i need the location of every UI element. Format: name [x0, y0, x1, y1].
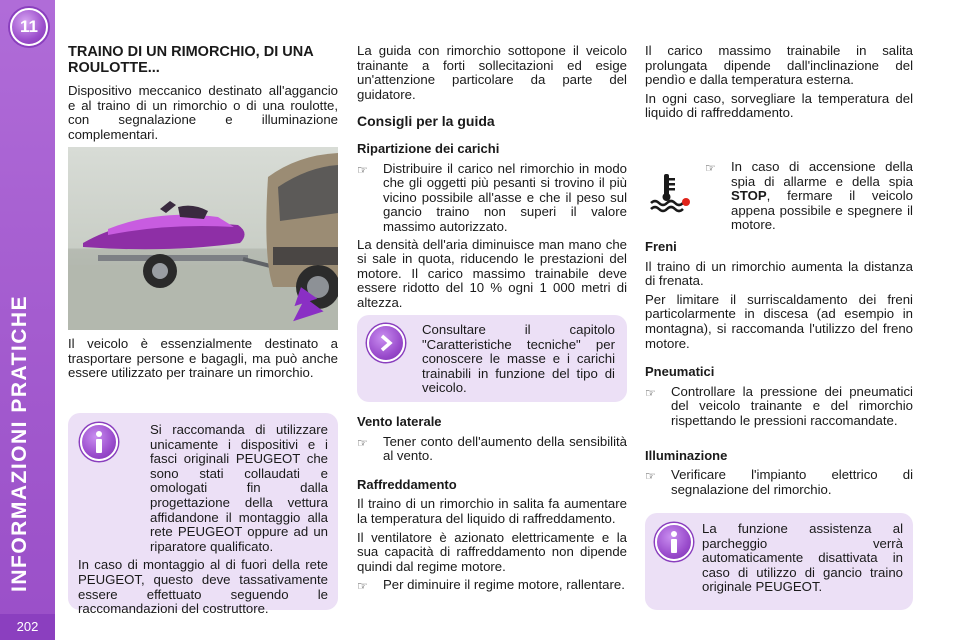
brakes-text-1: Il traino di un rimorchio aumenta la distanza di frenata. — [645, 258, 913, 289]
cooling-heading: Raffreddamento — [357, 476, 457, 492]
load-distribution-heading: Ripartizione dei carichi — [357, 140, 500, 156]
monitor-temperature-text: In ogni caso, sorvegliare la temperatura del liquido di raffreddamento. — [645, 90, 913, 121]
pointing-hand-icon: ☞ — [705, 161, 716, 175]
info-text-installation: In caso di montaggio al di fuori della rete PEUGEOT, questo deve tassativamente essere effettuato seguendo le raccomandazioni del costruttore. — [78, 557, 328, 617]
info-recommend-text: Si raccomanda di utilizzare unicamente i dispositivi e i fasci originali PEUGEOT che sono stati collaudati e omologati fin dalla progettazione della vettura affidandone il montaggio alla rete PEUGEOT oppure ad un riparatore qualificato. — [150, 422, 328, 554]
right-column-lower — [645, 240, 913, 497]
load-bullet — [357, 162, 627, 235]
pointing-hand-icon: ☞ — [357, 435, 368, 450]
page-number: 202 — [0, 614, 55, 640]
warning-text-start: In caso di accensione della spia di allarme e della spia — [731, 159, 913, 189]
pointing-hand-icon: ☞ — [645, 469, 656, 484]
warning-bullet-text — [731, 160, 913, 233]
info-note-box-left — [68, 413, 338, 617]
wind-bullet — [357, 435, 627, 464]
max-load-text: Il carico massimo trainabile in salita prolungata dipende dall'inclinazione del pendìo e dalla temperatura esterna. — [645, 43, 913, 88]
chapter-number: 11 — [20, 17, 38, 36]
right-column — [645, 44, 913, 121]
tyres-bullet — [645, 385, 913, 429]
page-title: TRAINO DI UN RIMORCHIO, DI UNA ROULOTTE... — [68, 44, 314, 76]
tyres-heading: Pneumatici — [645, 364, 715, 380]
pointing-hand-icon: ☞ — [357, 162, 368, 177]
tyres-bullet-text: Controllare la pressione dei pneumatici del veicolo trainante e del rimorchio rispettando le pressioni raccomandate. — [671, 383, 913, 428]
side-wind-heading: Vento laterale — [357, 414, 442, 429]
pointing-hand-icon: ☞ — [357, 579, 368, 594]
parking-assist-note-text: La funzione assistenza al parcheggio verrà automaticamente disattivata in caso di utilizzo di gancio traino originale PEUGEOT. — [702, 521, 903, 595]
cooling-bullet-text: Per diminuire il regime motore, rallentare. — [383, 577, 625, 593]
cooling-bullet — [357, 578, 627, 594]
brakes-text-2: Per limitare il surriscaldamento dei freni particolarmente in discesa (ad esempio in montagna), si raccomanda l'utilizzo del freno motore. — [645, 291, 913, 351]
intro-text: Dispositivo meccanico destinato all'aggancio e al traino di un rimorchio o di una roulotte, con segnalazione e illuminazione complementari. — [68, 83, 338, 142]
consult-note-text: Consultare il capitolo "Caratteristiche tecniche" per conoscere le masse e i carichi trainabili in funzione del tipo di veicolo. — [422, 322, 615, 396]
warning-text-end: , fermare il veicolo appena possibile e spegnere il motore. — [731, 188, 913, 233]
chevron-right-icon — [367, 324, 405, 362]
lighting-bullet-text: Verificare l'impianto elettrico di segnalazione del rimorchio. — [671, 467, 913, 497]
middle-column — [357, 44, 627, 311]
chapter-sidebar — [0, 0, 55, 640]
coolant-warning-block — [645, 158, 913, 233]
warning-bullet — [705, 160, 913, 233]
driving-advice-heading: Consigli per la guida — [357, 113, 495, 130]
info-icon — [80, 423, 118, 461]
load-bullet-text: Distribuire il carico nel rimorchio in modo che gli oggetti più pesanti si trovino il più vicino possibile all'asse e che il peso sul gancio traino non superi il valore massimo autorizzato. — [383, 160, 627, 234]
lighting-heading: Illuminazione — [645, 447, 728, 463]
info-icon — [655, 523, 693, 561]
coolant-temperature-warning-icon — [647, 170, 691, 214]
air-density-text: La densità dell'aria diminuisce man mano che si sale in quota, riducendo le prestazioni del motore. Il carico massimo trainabile deve essere ridotto del 10 % ogni 1 000 metri di altezza. — [357, 236, 627, 310]
driving-intro-text: La guida con rimorchio sottopone il veicolo trainante a forti sollecitazioni ed esige un'attenzione particolare da parte del guidatore. — [357, 43, 627, 102]
cooling-text-2: Il ventilatore è azionato elettricamente e la sua capacità di raffreddamento non dipende quindi dal regime motore. — [357, 529, 627, 574]
left-column — [68, 44, 338, 142]
info-text-recommend — [150, 423, 328, 554]
info-note-box-right — [645, 513, 913, 610]
cooling-text-1: Il traino di un rimorchio in salita fa aumentare la temperatura del liquido di raffreddamento. — [357, 496, 627, 526]
towing-illustration — [68, 147, 338, 330]
wind-bullet-text: Tener conto dell'aumento della sensibilità al vento. — [383, 433, 627, 464]
consult-note-box — [357, 315, 627, 402]
left-column-body — [68, 337, 338, 381]
brakes-heading: Freni — [645, 239, 677, 254]
stop-label: STOP — [731, 188, 767, 204]
middle-column-lower — [357, 415, 627, 594]
chapter-title: INFORMAZIONI PRATICHE — [8, 294, 31, 592]
jetski-trailer-image — [68, 147, 338, 330]
lighting-bullet — [645, 468, 913, 497]
chapter-badge — [10, 8, 48, 46]
pointing-hand-icon: ☞ — [645, 385, 656, 400]
vehicle-usage-text: Il veicolo è essenzialmente destinato a trasportare persone e bagagli, ma può anche essere utilizzato per trainare un rimorchio. — [68, 336, 338, 381]
